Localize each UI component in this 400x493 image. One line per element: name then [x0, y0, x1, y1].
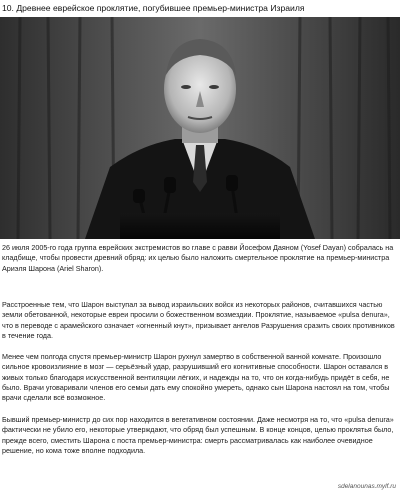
speaker-photo: [0, 17, 400, 239]
article-paragraph: Менее чем полгода спустя премьер-министр Шарон рухнул замертво в собственной ванной комнате. Произошло сильное кровоизлияние в мозг — серьёзный удар, разрушивший его когнитивные способности. Шарон оставался в живых только благодаря искусственной вентиляции лёгких, и надежды на то, что он когда-нибудь придёт в себя, не было. Врачи уговаривали членов его семьи дать ему спокойно умереть, однако сын Шарона настоял на том, чтобы врачи сделали всё возможное.: [2, 352, 390, 403]
article-paragraph: Бывший премьер-министр до сих пор находится в вегетативном состоянии. Даже несмотря на то, что «pulsa denura» фактически не убило его, некоторые утверждают, что обряд был успешным. В конце концов, целью проклятья было, прежде всего, сместить Шарона с поста премьер-министра: смерть рассматривалась как наиболее очевидное решение, но кома тоже вполне подходила.: [2, 415, 394, 455]
article-paragraph: Расстроенные тем, что Шарон выступал за вывод израильских войск из некоторых районов, считавшихся частью земли обетованной, некоторые евреи просили о божественном возмездии. Проклятие, называемое «pulsa denura», что в переводе с арамейского означает «огненный кнут», призывает ангелов Разрушения сразить своих противников в течение года.: [2, 300, 395, 340]
site-watermark: sdelanounas.mylf.ru: [337, 483, 396, 490]
article-paragraph: 26 июля 2005-го года группа еврейских экстремистов во главе с равви Йосефом Даяном (Yosef Dayan) собралась на кладбище, чтобы провести древний обряд: их целью было наложить смертельное проклятие на премьер-министра Ариэля Шарона (Ariel Sharon).: [2, 243, 394, 273]
article-title: 10. Древнее еврейское проклятие, погубившее премьер-министра Израиля: [2, 3, 305, 13]
